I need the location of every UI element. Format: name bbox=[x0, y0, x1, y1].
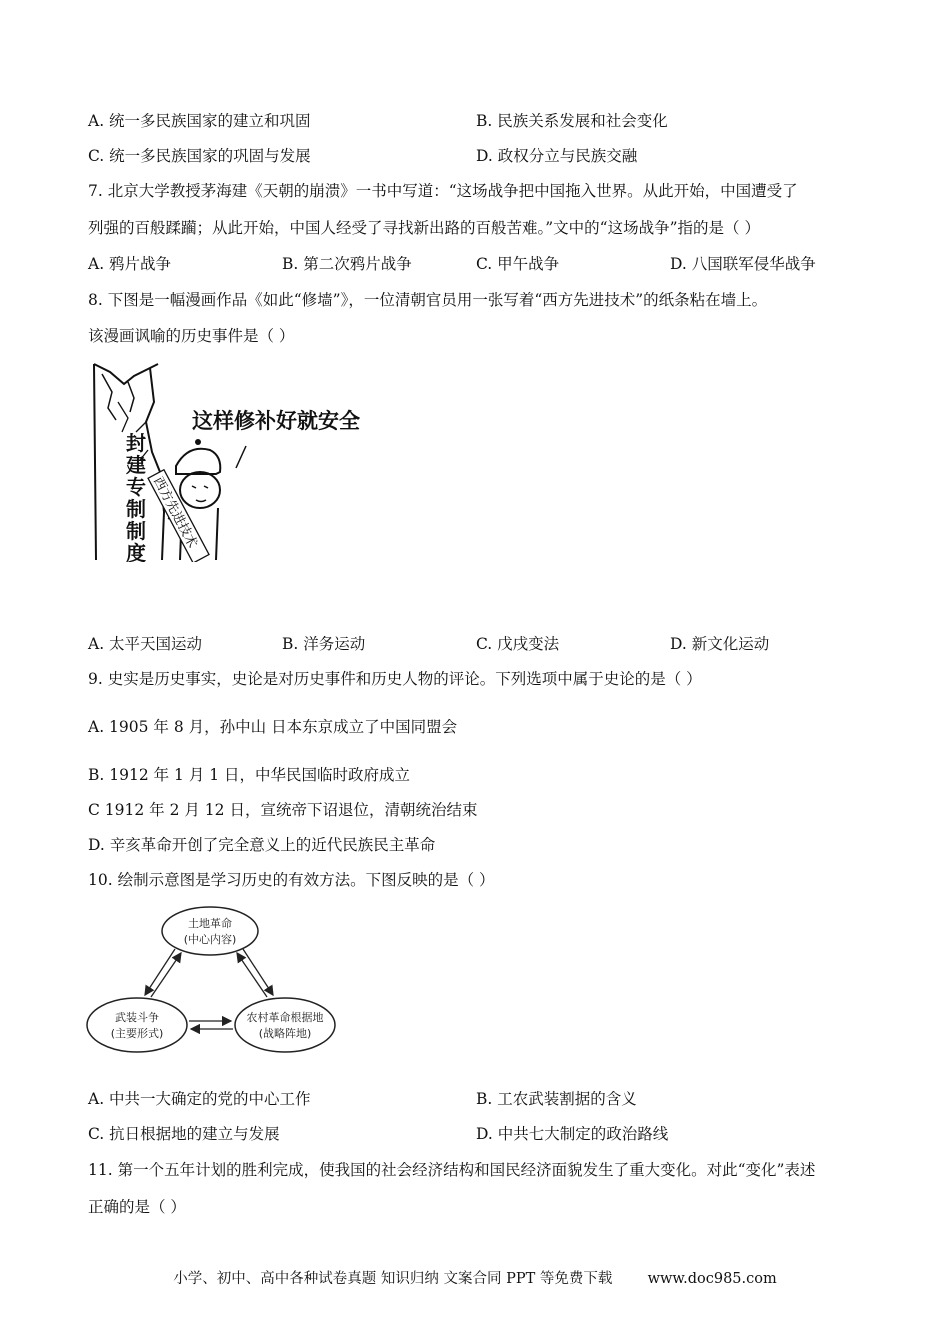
q6-option-b: B. 民族关系发展和社会变化 bbox=[476, 112, 668, 130]
footer-text: 小学、初中、高中各种试卷真题 知识归纳 文案合同 PPT 等免费下载 bbox=[173, 1271, 613, 1287]
q10-option-b: B. 工农武装割据的含义 bbox=[476, 1090, 637, 1108]
q7-option-d: D. 八国联军侵华战争 bbox=[670, 255, 816, 273]
q6-option-d: D. 政权分立与民族交融 bbox=[476, 147, 638, 165]
q8-option-d: D. 新文化运动 bbox=[670, 635, 770, 653]
q9-stem: 9. 史实是历史事实，史论是对历史事件和历史人物的评论。下列选项中属于史论的是（ ） bbox=[88, 670, 702, 688]
q10-option-c: C. 抗日根据地的建立与发展 bbox=[88, 1125, 280, 1143]
q6-option-c: C. 统一多民族国家的巩固与发展 bbox=[88, 147, 311, 165]
q8-cartoon-image bbox=[88, 362, 368, 562]
q9-option-c: C 1912 年 2 月 12 日，宣统帝下诏退位，清朝统治结束 bbox=[88, 801, 478, 819]
node-top-line1: 土地革命 bbox=[188, 917, 232, 930]
wall-text-4: 制 bbox=[126, 497, 146, 521]
q7-stem-line2: 列强的百般蹂躏；从此开始，中国人经受了寻找新出路的百般苦难。”文中的“这场战争”指的是（ ） bbox=[88, 219, 760, 237]
cartoon-note-text: 西方先进技术 bbox=[149, 474, 200, 551]
q10-option-d: D. 中共七大制定的政治路线 bbox=[476, 1125, 669, 1143]
node-right-line2: (战略阵地) bbox=[258, 1027, 312, 1040]
q8-option-a: A. 太平天国运动 bbox=[88, 635, 203, 653]
q11-stem-line2: 正确的是（ ） bbox=[88, 1198, 186, 1216]
q9-option-b: B. 1912 年 1 月 1 日，中华民国临时政府成立 bbox=[88, 766, 411, 784]
q8-option-c: C. 戊戌变法 bbox=[476, 635, 560, 653]
wall-text-2: 建 bbox=[126, 453, 146, 477]
q8-stem-line1: 8. 下图是一幅漫画作品《如此“修墙”》，一位清朝官员用一张写着“西方先进技术”的纸条粘在墙上。 bbox=[88, 291, 768, 309]
cartoon-speech: 这样修补好就安全 bbox=[192, 409, 360, 433]
wall-text-1: 封 bbox=[126, 431, 146, 455]
q11-stem-line1: 11. 第一个五年计划的胜利完成，使我国的社会经济结构和国民经济面貌发生了重大变化。对此“变化”表述 bbox=[88, 1161, 816, 1179]
wall-text-3: 专 bbox=[126, 475, 146, 499]
node-top-line2: (中心内容) bbox=[183, 933, 237, 946]
q8-option-b: B. 洋务运动 bbox=[282, 635, 366, 653]
q10-option-a: A. 中共一大确定的党的中心工作 bbox=[88, 1090, 311, 1108]
node-left-line1: 武装斗争 bbox=[115, 1011, 159, 1024]
q7-stem-line1: 7. 北京大学教授茅海建《天朝的崩溃》一书中写道：“这场战争把中国拖入世界。从此开始，中国遭受了 bbox=[88, 182, 798, 200]
q6-option-a: A. 统一多民族国家的建立和巩固 bbox=[88, 112, 311, 130]
q10-stem: 10. 绘制示意图是学习历史的有效方法。下图反映的是（ ） bbox=[88, 871, 495, 889]
q7-option-a: A. 鸦片战争 bbox=[88, 255, 172, 273]
q8-stem-line2: 该漫画讽喻的历史事件是（ ） bbox=[88, 327, 295, 345]
node-right-line1: 农村革命根据地 bbox=[246, 1011, 324, 1024]
q9-option-a: A. 1905 年 8 月，孙中山 日本东京成立了中国同盟会 bbox=[88, 718, 458, 736]
q7-option-b: B. 第二次鸦片战争 bbox=[282, 255, 412, 273]
page-footer bbox=[0, 1269, 950, 1289]
wall-text-6: 度 bbox=[126, 541, 146, 562]
footer-url-link[interactable]: www.doc985.com bbox=[647, 1271, 777, 1287]
q7-option-c: C. 甲午战争 bbox=[476, 255, 560, 273]
q9-option-d: D. 辛亥革命开创了完全意义上的近代民族民主革命 bbox=[88, 836, 436, 854]
node-left-line2: (主要形式) bbox=[110, 1027, 164, 1040]
q10-diagram-image bbox=[85, 905, 345, 1055]
wall-text-5: 制 bbox=[126, 519, 146, 543]
